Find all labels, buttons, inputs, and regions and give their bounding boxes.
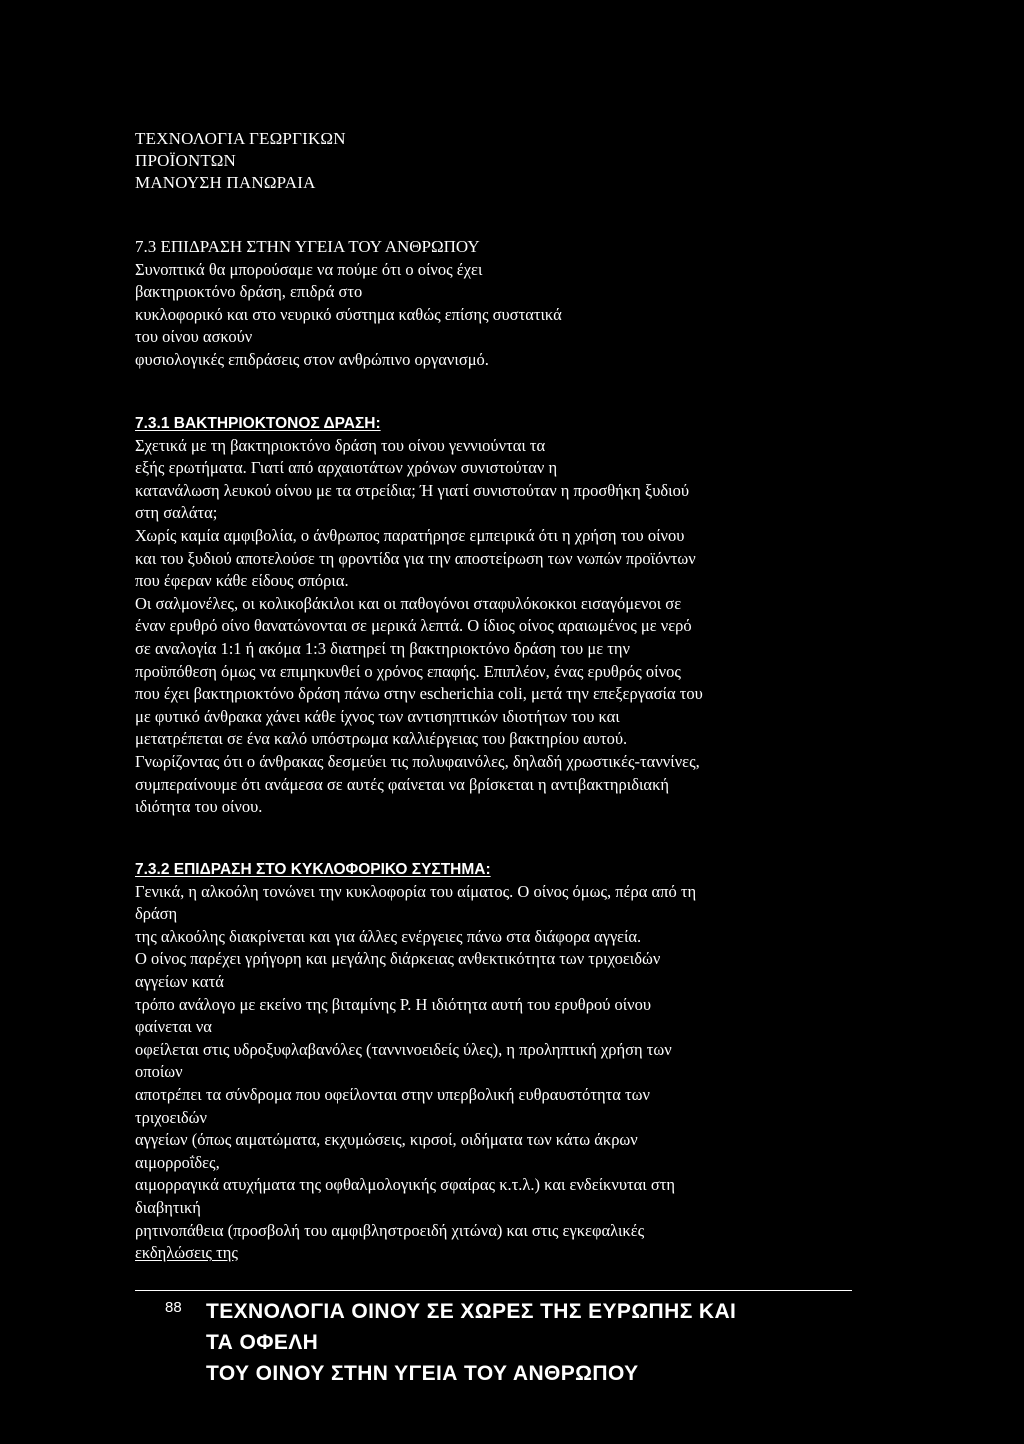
header-line: ΜΑΝΟΥΣΗ ΠΑΝΩΡΑΙΑ bbox=[135, 173, 316, 192]
paragraph-line: βακτηριοκτόνο δράση, επιδρά στο bbox=[135, 282, 363, 302]
paragraph-line: που έχει βακτηριοκτόνο δράση πάνω στην escherichia coli, μετά την επεξεργασία του bbox=[135, 684, 703, 704]
paragraph-line: τριχοειδών bbox=[135, 1107, 207, 1127]
footer-title bbox=[206, 1296, 736, 1389]
paragraph-line: της αλκοόλης διακρίνεται και για άλλες ενέργειες πάνω στα διάφορα αγγεία. bbox=[135, 926, 642, 946]
paragraph-line: αγγείων κατά bbox=[135, 971, 224, 991]
paragraph-line: Γενικά, η αλκοόλη τονώνει την κυκλοφορία του αίματος. Ο οίνος όμως, πέρα από τη bbox=[135, 881, 697, 901]
section-title: 7.3 ΕΠΙΔΡΑΣΗ ΣΤΗΝ ΥΓΕΙΑ ΤΟΥ ΑΝΘΡΩΠΟΥ bbox=[135, 237, 480, 256]
paragraph-line: Γνωρίζοντας ότι ο άνθρακας δεσμεύει τις πολυφαινόλες, δηλαδή χρωστικές-ταννίνες, bbox=[135, 751, 700, 771]
paragraph-line: διαβητική bbox=[135, 1197, 201, 1217]
paragraph-line: ιδιότητα του οίνου. bbox=[135, 797, 263, 817]
paragraph-line: Χωρίς καμία αμφιβολία, ο άνθρωπος παρατήρησε εμπειρικά ότι η χρήση του οίνου bbox=[135, 525, 685, 545]
paragraph-line: οποίων bbox=[135, 1062, 183, 1082]
paragraph-line: με φυτικό άνθρακα χάνει κάθε ίχνος των αντισηπτικών ιδιοτήτων του και bbox=[135, 706, 620, 726]
paragraph-line: που έφεραν κάθε είδους σπόρια. bbox=[135, 571, 349, 591]
paragraph-line: αγγείων (όπως αιματώματα, εκχυμώσεις, κιρσοί, οιδήματα των κάτω άκρων bbox=[135, 1130, 638, 1150]
paragraph-line: κυκλοφορικό και στο νευρικό σύστημα καθώς επίσης συστατικά bbox=[135, 304, 562, 324]
paragraph-line: Σχετικά με τη βακτηριοκτόνο δράση του οίνου γεννιούνται τα bbox=[135, 435, 546, 455]
paragraph-line: Ο οίνος παρέχει γρήγορη και μεγάλης διάρκειας ανθεκτικότητα των τριχοειδών bbox=[135, 949, 661, 969]
section-title: 7.3.2 ΕΠΙΔΡΑΣΗ ΣΤΟ ΚΥΚΛΟΦΟΡΙΚΟ ΣΥΣΤΗΜΑ: bbox=[135, 861, 491, 878]
paragraph-line: φαίνεται να bbox=[135, 1017, 212, 1037]
paragraph-line: στη σαλάτα; bbox=[135, 503, 218, 523]
paragraph-line: μετατρέπεται σε ένα καλό υπόστρωμα καλλιέργειας του βακτηρίου αυτού. bbox=[135, 729, 628, 749]
header-line: ΠΡΟΪΟΝΤΩΝ bbox=[135, 151, 237, 170]
paragraph-line: οφείλεται στις υδροξυφλαβανόλες (ταννινοειδείς ύλες), η προληπτική χρήση των bbox=[135, 1039, 672, 1059]
paragraph-line: και του ξυδιού αποτελούσε τη φροντίδα για την αποστείρωση των νωπών προϊόντων bbox=[135, 548, 696, 568]
page-number: 88 bbox=[165, 1299, 182, 1316]
paragraph-line: έναν ερυθρό οίνο θανατώνονται σε μερικά λεπτά. Ο ίδιος οίνος αραιωμένος με νερό bbox=[135, 616, 692, 636]
section-7-3-1 bbox=[135, 412, 855, 819]
footer-title-line: ΤΑ ΟΦΕΛΗ bbox=[206, 1331, 319, 1354]
paragraph-line: τρόπο ανάλογο με εκείνο της βιταμίνης P. Η ιδιότητα αυτή του ερυθρού οίνου bbox=[135, 994, 652, 1014]
paragraph-line: αποτρέπει τα σύνδρομα που οφείλονται στην υπερβολική ευθραυστότητα των bbox=[135, 1084, 650, 1104]
paragraph-line: προϋπόθεση όμως να επιμηκυνθεί ο χρόνος επαφής. Επιπλέον, ένας ερυθρός οίνος bbox=[135, 661, 681, 681]
section-7-3-2 bbox=[135, 858, 855, 1265]
paragraph-line: Συνοπτικά θα μπορούσαμε να πούμε ότι ο οίνος έχει bbox=[135, 259, 483, 279]
paragraph-line: ρητινοπάθεια (προσβολή του αμφιβληστροειδή χιτώνα) και στις εγκεφαλικές bbox=[135, 1220, 645, 1240]
header-line: ΤΕΧΝΟΛΟΓΙΑ ΓΕΩΡΓΙΚΩΝ bbox=[135, 129, 346, 148]
footer-title-line: ΤΟΥ ΟΙΝΟΥ ΣΤΗΝ ΥΓΕΙΑ ΤΟΥ ΑΝΘΡΩΠΟΥ bbox=[206, 1362, 639, 1385]
paragraph-line: του οίνου ασκούν bbox=[135, 327, 253, 347]
footer-title-line: ΤΕΧΝΟΛΟΓΙΑ ΟΙΝΟΥ ΣΕ ΧΩΡΕΣ ΤΗΣ ΕΥΡΩΠΗΣ ΚΑΙ bbox=[206, 1300, 737, 1323]
paragraph-line: αιμορραγικά ατυχήματα της οφθαλμολογικής σφαίρας κ.τ.λ.) και ενδείκνυται στη bbox=[135, 1175, 675, 1195]
paragraph-line: κατανάλωση λευκού οίνου με τα στρείδια; Ή γιατί συνιστούταν η προσθήκη ξυδιού bbox=[135, 480, 690, 500]
paragraph-line: φυσιολογικές επιδράσεις στον ανθρώπινο οργανισμό. bbox=[135, 349, 489, 369]
footer-divider bbox=[135, 1290, 852, 1291]
paragraph-line: δράση bbox=[135, 904, 178, 924]
paragraph-line: αιμορροΐδες, bbox=[135, 1152, 220, 1172]
section-title: 7.3.1 ΒΑΚΤΗΡΙΟΚΤΟΝΟΣ ΔΡΑΣΗ: bbox=[135, 415, 381, 432]
section-7-3 bbox=[135, 236, 855, 372]
paragraph-line: σε αναλογία 1:1 ή ακόμα 1:3 διατηρεί τη βακτηριοκτόνο δράση του με την bbox=[135, 638, 630, 658]
document-header bbox=[135, 128, 346, 194]
paragraph-line: συμπεραίνουμε ότι ανάμεσα σε αυτές φαίνεται να βρίσκεται η αντιβακτηριδιακή bbox=[135, 774, 670, 794]
paragraph-line: εξής ερωτήματα. Γιατί από αρχαιοτάτων χρόνων συνιστούταν η bbox=[135, 458, 558, 478]
paragraph-line: εκδηλώσεις της bbox=[135, 1243, 238, 1263]
paragraph-line: Οι σαλμονέλες, οι κολικοβάκιλοι και οι παθογόνοι σταφυλόκοκκοι εισαγόμενοι σε bbox=[135, 593, 682, 613]
